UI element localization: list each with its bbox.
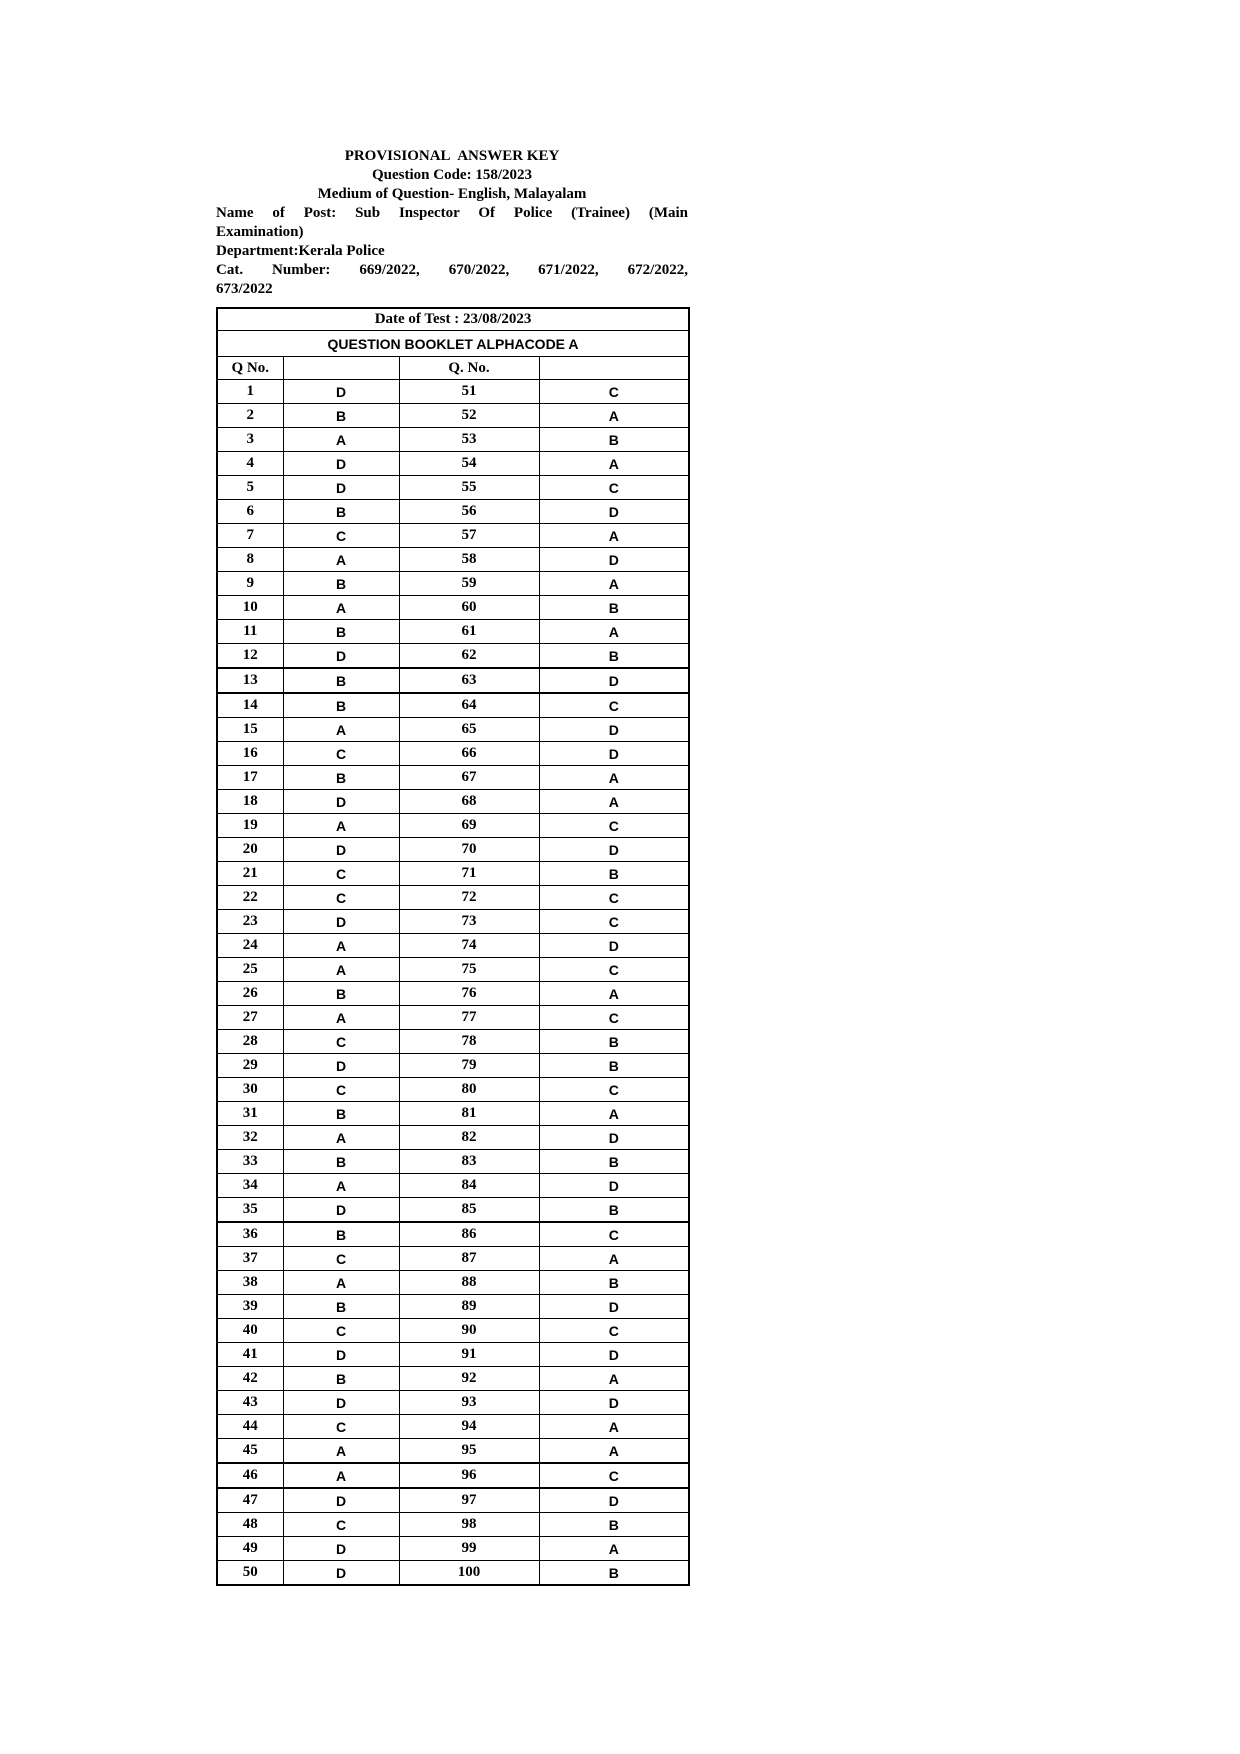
question-number-cell: 53: [399, 428, 539, 452]
answer-cell: A: [539, 1439, 689, 1464]
question-number-cell: 2: [217, 404, 283, 428]
answer-cell: A: [539, 1367, 689, 1391]
answer-cell: C: [539, 1222, 689, 1247]
question-number-cell: 59: [399, 572, 539, 596]
table-row: [217, 1271, 689, 1295]
question-number-cell: 29: [217, 1054, 283, 1078]
answer-cell: B: [539, 1198, 689, 1223]
question-number-cell: 97: [399, 1488, 539, 1513]
table-row: [217, 718, 689, 742]
answer-cell: A: [283, 1271, 399, 1295]
question-number-cell: 3: [217, 428, 283, 452]
question-number-cell: 90: [399, 1319, 539, 1343]
table-row: [217, 838, 689, 862]
answer-cell: A: [283, 1463, 399, 1488]
question-number-cell: 13: [217, 668, 283, 693]
answer-cell: D: [283, 838, 399, 862]
table-row: [217, 1247, 689, 1271]
question-number-cell: 46: [217, 1463, 283, 1488]
table-row: [217, 1513, 689, 1537]
answer-cell: A: [283, 596, 399, 620]
answer-cell: D: [539, 838, 689, 862]
answer-cell: A: [539, 1537, 689, 1561]
question-number-cell: 16: [217, 742, 283, 766]
table-row: [217, 1367, 689, 1391]
question-number-cell: 26: [217, 982, 283, 1006]
question-number-cell: 11: [217, 620, 283, 644]
answer-cell: D: [283, 910, 399, 934]
answer-cell: C: [283, 1030, 399, 1054]
table-row: [217, 958, 689, 982]
table-row: [217, 1174, 689, 1198]
question-number-cell: 33: [217, 1150, 283, 1174]
answer-cell: B: [539, 1030, 689, 1054]
answer-cell: C: [539, 814, 689, 838]
question-number-cell: 70: [399, 838, 539, 862]
booklet-alphacode-row: [217, 331, 689, 357]
answer-cell: A: [283, 548, 399, 572]
column-header-answer-left: [283, 357, 399, 380]
question-number-cell: 82: [399, 1126, 539, 1150]
question-number-cell: 14: [217, 693, 283, 718]
table-row: [217, 814, 689, 838]
answer-cell: B: [283, 500, 399, 524]
answer-cell: D: [539, 934, 689, 958]
question-number-cell: 96: [399, 1463, 539, 1488]
answer-cell: D: [283, 380, 399, 404]
question-number-cell: 47: [217, 1488, 283, 1513]
document-header: [216, 147, 688, 299]
table-row: [217, 596, 689, 620]
answer-cell: D: [283, 1391, 399, 1415]
question-number-cell: 12: [217, 644, 283, 669]
table-row: [217, 572, 689, 596]
table-row: [217, 428, 689, 452]
answer-cell: B: [539, 1271, 689, 1295]
question-number-cell: 94: [399, 1415, 539, 1439]
answer-cell: A: [539, 1247, 689, 1271]
question-number-cell: 21: [217, 862, 283, 886]
answer-cell: B: [539, 1150, 689, 1174]
question-number-cell: 23: [217, 910, 283, 934]
question-number-cell: 51: [399, 380, 539, 404]
question-number-cell: 44: [217, 1415, 283, 1439]
answer-cell: A: [283, 1006, 399, 1030]
answer-cell: B: [539, 428, 689, 452]
question-number-cell: 48: [217, 1513, 283, 1537]
answer-cell: A: [539, 620, 689, 644]
answer-cell: D: [283, 1488, 399, 1513]
question-number-cell: 37: [217, 1247, 283, 1271]
table-row: [217, 982, 689, 1006]
cat-number-line-1: Cat. Number: 669/2022, 670/2022, 671/2022, 672/2022,: [216, 262, 688, 278]
question-number-cell: 49: [217, 1537, 283, 1561]
department-line: Department:Kerala Police: [216, 243, 385, 259]
question-number-cell: 60: [399, 596, 539, 620]
question-number-cell: 6: [217, 500, 283, 524]
table-row: [217, 1054, 689, 1078]
column-header-qno-left: Q No.: [217, 357, 283, 380]
table-row: [217, 1415, 689, 1439]
answer-cell: B: [283, 1367, 399, 1391]
answer-cell: D: [283, 476, 399, 500]
question-number-cell: 43: [217, 1391, 283, 1415]
answer-cell: C: [539, 476, 689, 500]
question-number-cell: 75: [399, 958, 539, 982]
table-row: [217, 380, 689, 404]
question-number-cell: 22: [217, 886, 283, 910]
table-row: [217, 1102, 689, 1126]
answer-cell: D: [539, 500, 689, 524]
answer-cell: B: [539, 1513, 689, 1537]
answer-cell: D: [539, 718, 689, 742]
answer-cell: D: [539, 668, 689, 693]
question-number-cell: 98: [399, 1513, 539, 1537]
question-number-cell: 79: [399, 1054, 539, 1078]
answer-cell: A: [539, 766, 689, 790]
answer-cell: C: [539, 380, 689, 404]
answer-cell: B: [539, 1561, 689, 1586]
table-row: [217, 862, 689, 886]
question-number-cell: 78: [399, 1030, 539, 1054]
answer-cell: A: [539, 452, 689, 476]
question-number-cell: 35: [217, 1198, 283, 1223]
question-number-cell: 31: [217, 1102, 283, 1126]
table-row: [217, 1488, 689, 1513]
answer-cell: B: [539, 596, 689, 620]
table-row: [217, 1078, 689, 1102]
question-number-cell: 1: [217, 380, 283, 404]
answer-cell: C: [283, 862, 399, 886]
question-number-cell: 64: [399, 693, 539, 718]
question-number-cell: 73: [399, 910, 539, 934]
question-number-cell: 80: [399, 1078, 539, 1102]
question-number-cell: 10: [217, 596, 283, 620]
question-number-cell: 25: [217, 958, 283, 982]
table-row: [217, 1561, 689, 1586]
answer-cell: B: [283, 620, 399, 644]
answer-cell: D: [283, 1343, 399, 1367]
question-number-cell: 63: [399, 668, 539, 693]
question-number-cell: 17: [217, 766, 283, 790]
answer-cell: A: [283, 814, 399, 838]
answer-cell: B: [283, 1150, 399, 1174]
answer-cell: B: [283, 1222, 399, 1247]
answer-cell: C: [283, 1078, 399, 1102]
question-number-cell: 57: [399, 524, 539, 548]
answer-cell: D: [283, 1054, 399, 1078]
answer-cell: A: [283, 1126, 399, 1150]
answer-cell: D: [283, 1198, 399, 1223]
question-number-cell: 76: [399, 982, 539, 1006]
answer-cell: C: [283, 1513, 399, 1537]
answer-cell: D: [283, 644, 399, 669]
answer-cell: C: [539, 958, 689, 982]
question-number-cell: 34: [217, 1174, 283, 1198]
table-row: [217, 476, 689, 500]
question-number-cell: 61: [399, 620, 539, 644]
table-row: [217, 1439, 689, 1464]
question-number-cell: 91: [399, 1343, 539, 1367]
table-row: [217, 1198, 689, 1223]
question-number-cell: 9: [217, 572, 283, 596]
date-of-test: Date of Test : 23/08/2023: [217, 308, 689, 331]
question-number-cell: 28: [217, 1030, 283, 1054]
question-number-cell: 85: [399, 1198, 539, 1223]
question-number-cell: 92: [399, 1367, 539, 1391]
answer-cell: D: [283, 790, 399, 814]
date-of-test-row: [217, 308, 689, 331]
question-number-cell: 99: [399, 1537, 539, 1561]
question-number-cell: 54: [399, 452, 539, 476]
answer-cell: D: [539, 1488, 689, 1513]
table-row: [217, 668, 689, 693]
question-number-cell: 86: [399, 1222, 539, 1247]
question-number-cell: 8: [217, 548, 283, 572]
answer-cell: D: [283, 1537, 399, 1561]
answer-cell: B: [283, 693, 399, 718]
answer-cell: D: [539, 742, 689, 766]
question-number-cell: 95: [399, 1439, 539, 1464]
question-number-cell: 83: [399, 1150, 539, 1174]
answer-cell: D: [539, 548, 689, 572]
answer-cell: C: [283, 1415, 399, 1439]
question-number-cell: 4: [217, 452, 283, 476]
question-number-cell: 18: [217, 790, 283, 814]
question-number-cell: 65: [399, 718, 539, 742]
question-number-cell: 40: [217, 1319, 283, 1343]
answer-cell: B: [283, 572, 399, 596]
question-number-cell: 84: [399, 1174, 539, 1198]
table-row: [217, 1319, 689, 1343]
table-row: [217, 1537, 689, 1561]
page-title: PROVISIONAL ANSWER KEY: [344, 148, 560, 164]
question-number-cell: 24: [217, 934, 283, 958]
answer-cell: A: [283, 934, 399, 958]
question-number-cell: 67: [399, 766, 539, 790]
answer-cell: D: [539, 1343, 689, 1367]
table-row: [217, 1150, 689, 1174]
answer-cell: D: [539, 1295, 689, 1319]
table-row: [217, 742, 689, 766]
question-number-cell: 74: [399, 934, 539, 958]
question-code-line: Question Code: 158/2023: [371, 167, 532, 183]
answer-cell: B: [283, 404, 399, 428]
table-row: [217, 1126, 689, 1150]
answer-cell: C: [539, 1006, 689, 1030]
answer-cell: A: [539, 572, 689, 596]
question-number-cell: 52: [399, 404, 539, 428]
answer-cell: C: [283, 524, 399, 548]
answer-cell: A: [283, 718, 399, 742]
question-number-cell: 38: [217, 1271, 283, 1295]
answer-cell: B: [539, 862, 689, 886]
table-head-rows: [217, 308, 689, 380]
booklet-alphacode-title: QUESTION BOOKLET ALPHACODE A: [217, 331, 689, 357]
question-number-cell: 19: [217, 814, 283, 838]
column-header-qno-right: Q. No.: [399, 357, 539, 380]
answer-cell: A: [283, 1439, 399, 1464]
question-number-cell: 55: [399, 476, 539, 500]
answer-cell: B: [283, 668, 399, 693]
question-number-cell: 32: [217, 1126, 283, 1150]
answer-cell: B: [539, 1054, 689, 1078]
answer-cell: B: [283, 766, 399, 790]
question-number-cell: 39: [217, 1295, 283, 1319]
table-row: [217, 620, 689, 644]
post-name-line-1: Name of Post: Sub Inspector Of Police (Trainee) (Main: [216, 205, 688, 221]
table-row: [217, 1295, 689, 1319]
answer-cell: C: [283, 742, 399, 766]
table-row: [217, 644, 689, 669]
answer-cell: A: [539, 524, 689, 548]
answer-cell: A: [539, 790, 689, 814]
question-number-cell: 45: [217, 1439, 283, 1464]
table-row: [217, 524, 689, 548]
answer-cell: A: [539, 1415, 689, 1439]
cat-number-line-2: 673/2022: [216, 281, 273, 297]
question-number-cell: 7: [217, 524, 283, 548]
question-number-cell: 100: [399, 1561, 539, 1586]
answer-cell: D: [283, 452, 399, 476]
question-number-cell: 72: [399, 886, 539, 910]
question-number-cell: 58: [399, 548, 539, 572]
table-row: [217, 766, 689, 790]
question-number-cell: 88: [399, 1271, 539, 1295]
answer-key-table: [216, 307, 690, 1586]
post-name-line-2: Examination): [216, 224, 304, 240]
answer-cell: B: [283, 982, 399, 1006]
table-row: [217, 1006, 689, 1030]
table-row: [217, 693, 689, 718]
answer-cell: B: [283, 1295, 399, 1319]
table-row: [217, 1391, 689, 1415]
answer-cell: A: [539, 982, 689, 1006]
question-number-cell: 41: [217, 1343, 283, 1367]
question-number-cell: 50: [217, 1561, 283, 1586]
answer-cell: C: [283, 1319, 399, 1343]
answer-cell: A: [539, 404, 689, 428]
answer-cell: C: [539, 1463, 689, 1488]
question-number-cell: 87: [399, 1247, 539, 1271]
question-number-cell: 56: [399, 500, 539, 524]
table-row: [217, 548, 689, 572]
question-number-cell: 71: [399, 862, 539, 886]
table-row: [217, 910, 689, 934]
answer-cell: D: [283, 1561, 399, 1586]
answer-cell: B: [283, 1102, 399, 1126]
question-number-cell: 20: [217, 838, 283, 862]
answer-cell: C: [539, 693, 689, 718]
answer-cell: A: [283, 428, 399, 452]
question-number-cell: 68: [399, 790, 539, 814]
answer-cell: A: [283, 958, 399, 982]
answer-cell: C: [539, 1078, 689, 1102]
table-row: [217, 1463, 689, 1488]
question-number-cell: 62: [399, 644, 539, 669]
column-header-answer-right: [539, 357, 689, 380]
medium-line: Medium of Question- English, Malayalam: [317, 186, 587, 202]
table-row: [217, 1222, 689, 1247]
answer-cell: C: [539, 910, 689, 934]
question-number-cell: 93: [399, 1391, 539, 1415]
answer-cell: C: [539, 886, 689, 910]
table-row: [217, 886, 689, 910]
column-header-row: [217, 357, 689, 380]
answer-rows: [217, 380, 689, 1586]
answer-cell: D: [539, 1126, 689, 1150]
question-number-cell: 66: [399, 742, 539, 766]
table-row: [217, 1030, 689, 1054]
question-number-cell: 30: [217, 1078, 283, 1102]
question-number-cell: 27: [217, 1006, 283, 1030]
question-number-cell: 15: [217, 718, 283, 742]
answer-cell: C: [539, 1319, 689, 1343]
answer-cell: D: [539, 1174, 689, 1198]
question-number-cell: 81: [399, 1102, 539, 1126]
table-row: [217, 934, 689, 958]
table-row: [217, 1343, 689, 1367]
answer-cell: D: [539, 1391, 689, 1415]
question-number-cell: 36: [217, 1222, 283, 1247]
table-row: [217, 500, 689, 524]
answer-cell: A: [283, 1174, 399, 1198]
answer-cell: A: [539, 1102, 689, 1126]
table-row: [217, 452, 689, 476]
question-number-cell: 89: [399, 1295, 539, 1319]
question-number-cell: 42: [217, 1367, 283, 1391]
answer-cell: B: [539, 644, 689, 669]
question-number-cell: 69: [399, 814, 539, 838]
question-number-cell: 77: [399, 1006, 539, 1030]
question-number-cell: 5: [217, 476, 283, 500]
table-row: [217, 790, 689, 814]
answer-cell: C: [283, 1247, 399, 1271]
answer-cell: C: [283, 886, 399, 910]
table-row: [217, 404, 689, 428]
